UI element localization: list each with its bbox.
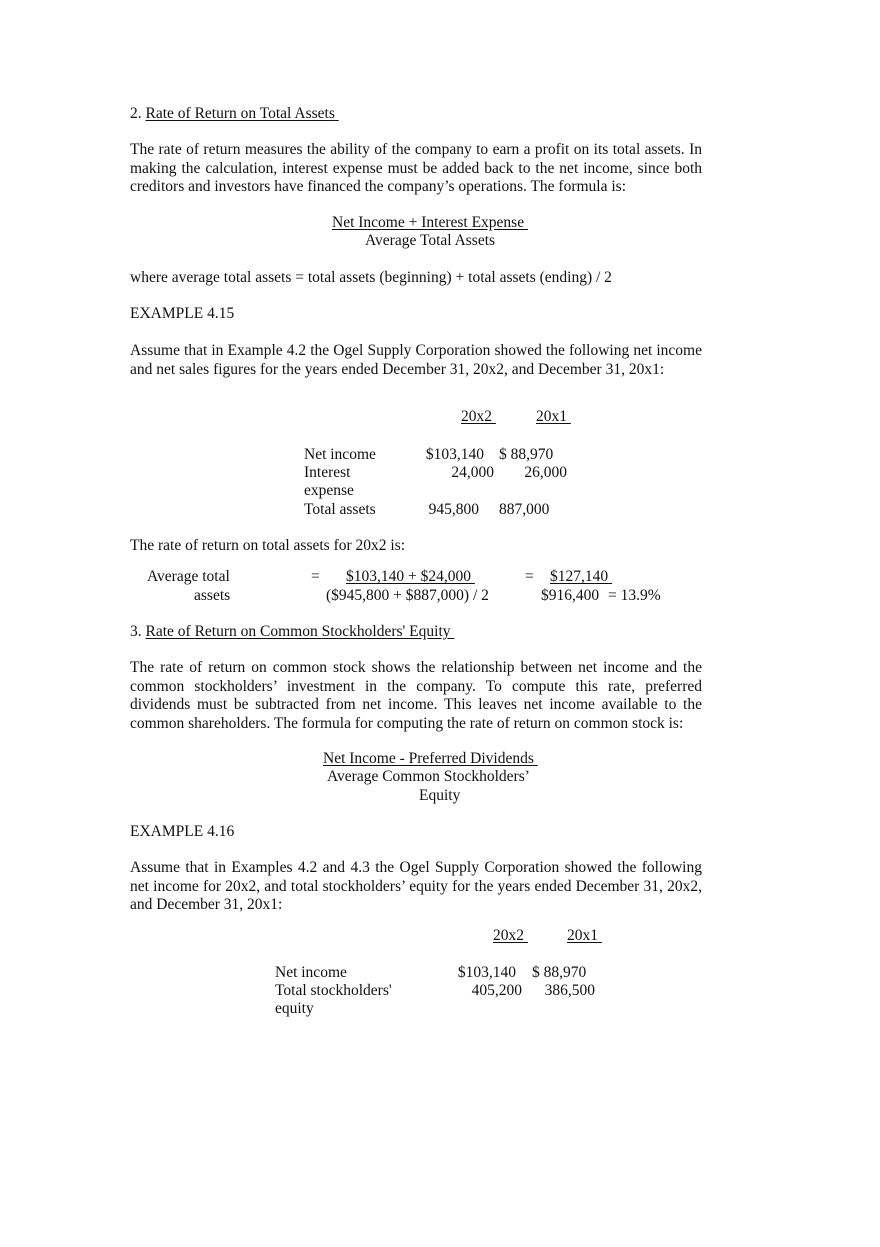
formula-1-numerator: Net Income + Interest Expense: [332, 214, 525, 231]
calculation-intro: The rate of return on total assets for 20x2 is:: [130, 537, 406, 554]
calc-label-continued: assets: [194, 587, 231, 604]
table-row-label: Interest: [304, 464, 351, 481]
example-4-16-intro: Assume that in Examples 4.2 and 4.3 the Ogel Supply Corporation showed the following net income for 20x2, and total stockholders’ equity for the years ended December 31, 20x2, and December 31, 20x1:: [130, 859, 702, 913]
column-header-20x1: 20x1: [536, 408, 567, 425]
formula-2-denominator: Average Common Stockholders’: [327, 768, 530, 785]
column-header-20x2: 20x2: [461, 408, 492, 425]
table-cell-20x2: $103,140: [457, 964, 516, 981]
table-cell-20x2: 945,800: [428, 501, 479, 518]
table-cell-20x1: 386,500: [544, 982, 595, 999]
section-2-number: 2.: [130, 105, 142, 122]
table-cell-20x2: 405,200: [471, 982, 522, 999]
section-2-intro: The rate of return measures the ability of the company to earn a profit on its total assets. In making the calculation, interest expense must be added back to the net income, since both creditors and investors have financed the company’s operations. The formula is:: [130, 141, 702, 195]
table-cell-20x1: $ 88,970: [532, 964, 587, 981]
formula-1-denominator: Average Total Assets: [365, 232, 496, 249]
average-assets-definition: where average total assets = total assets (beginning) + total assets (ending) / 2: [130, 269, 612, 286]
table-cell-20x1: $ 88,970: [499, 446, 554, 463]
result-percentage: = 13.9%: [608, 587, 661, 604]
table-row-label-continued: equity: [275, 1000, 314, 1017]
table-row-label: Net income: [275, 964, 347, 981]
result-denominator: $916,400: [541, 587, 600, 604]
section-2-title: Rate of Return on Total Assets: [145, 105, 335, 122]
section-3-title: Rate of Return on Common Stockholders' Equity: [145, 623, 451, 640]
calc-numerator: $103,140 + $24,000: [346, 568, 471, 585]
table-row-label: Net income: [304, 446, 376, 463]
example-4-15-intro: Assume that in Example 4.2 the Ogel Supply Corporation showed the following net income and net sales figures for the years ended December 31, 20x2, and December 31, 20x1:: [130, 342, 702, 378]
table-row-label: Total assets: [304, 501, 376, 518]
table-cell-20x1: 26,000: [524, 464, 567, 481]
table-cell-20x2: 24,000: [451, 464, 494, 481]
formula-2-numerator: Net Income - Preferred Dividends: [323, 750, 534, 767]
column-header-20x1: 20x1: [567, 927, 598, 944]
formula-2-denominator-continued: Equity: [419, 787, 461, 804]
section-3-number: 3.: [130, 623, 142, 640]
column-header-20x2: 20x2: [493, 927, 524, 944]
table-row-label-continued: expense: [304, 482, 354, 499]
example-4-15-title: EXAMPLE 4.15: [130, 305, 235, 322]
table-cell-20x2: $103,140: [425, 446, 484, 463]
calc-label: Average total: [147, 568, 230, 585]
equals-sign: =: [311, 568, 320, 585]
calc-denominator: ($945,800 + $887,000) / 2: [326, 587, 489, 604]
example-4-16-title: EXAMPLE 4.16: [130, 823, 235, 840]
section-3-heading: [130, 623, 507, 642]
section-2-heading: [130, 105, 373, 124]
equals-sign: =: [525, 568, 534, 585]
table-row-label: Total stockholders': [275, 982, 392, 999]
section-3-intro: The rate of return on common stock shows the relationship between net income and the common stockholders’ investment in the company. To compute this rate, preferred dividends must be subtracted from net income. This leaves net income available to the common shareholders. The formula for computing the rate of return on common stock is:: [130, 659, 702, 732]
result-numerator: $127,140: [550, 568, 609, 585]
table-cell-20x1: 887,000: [499, 501, 550, 518]
